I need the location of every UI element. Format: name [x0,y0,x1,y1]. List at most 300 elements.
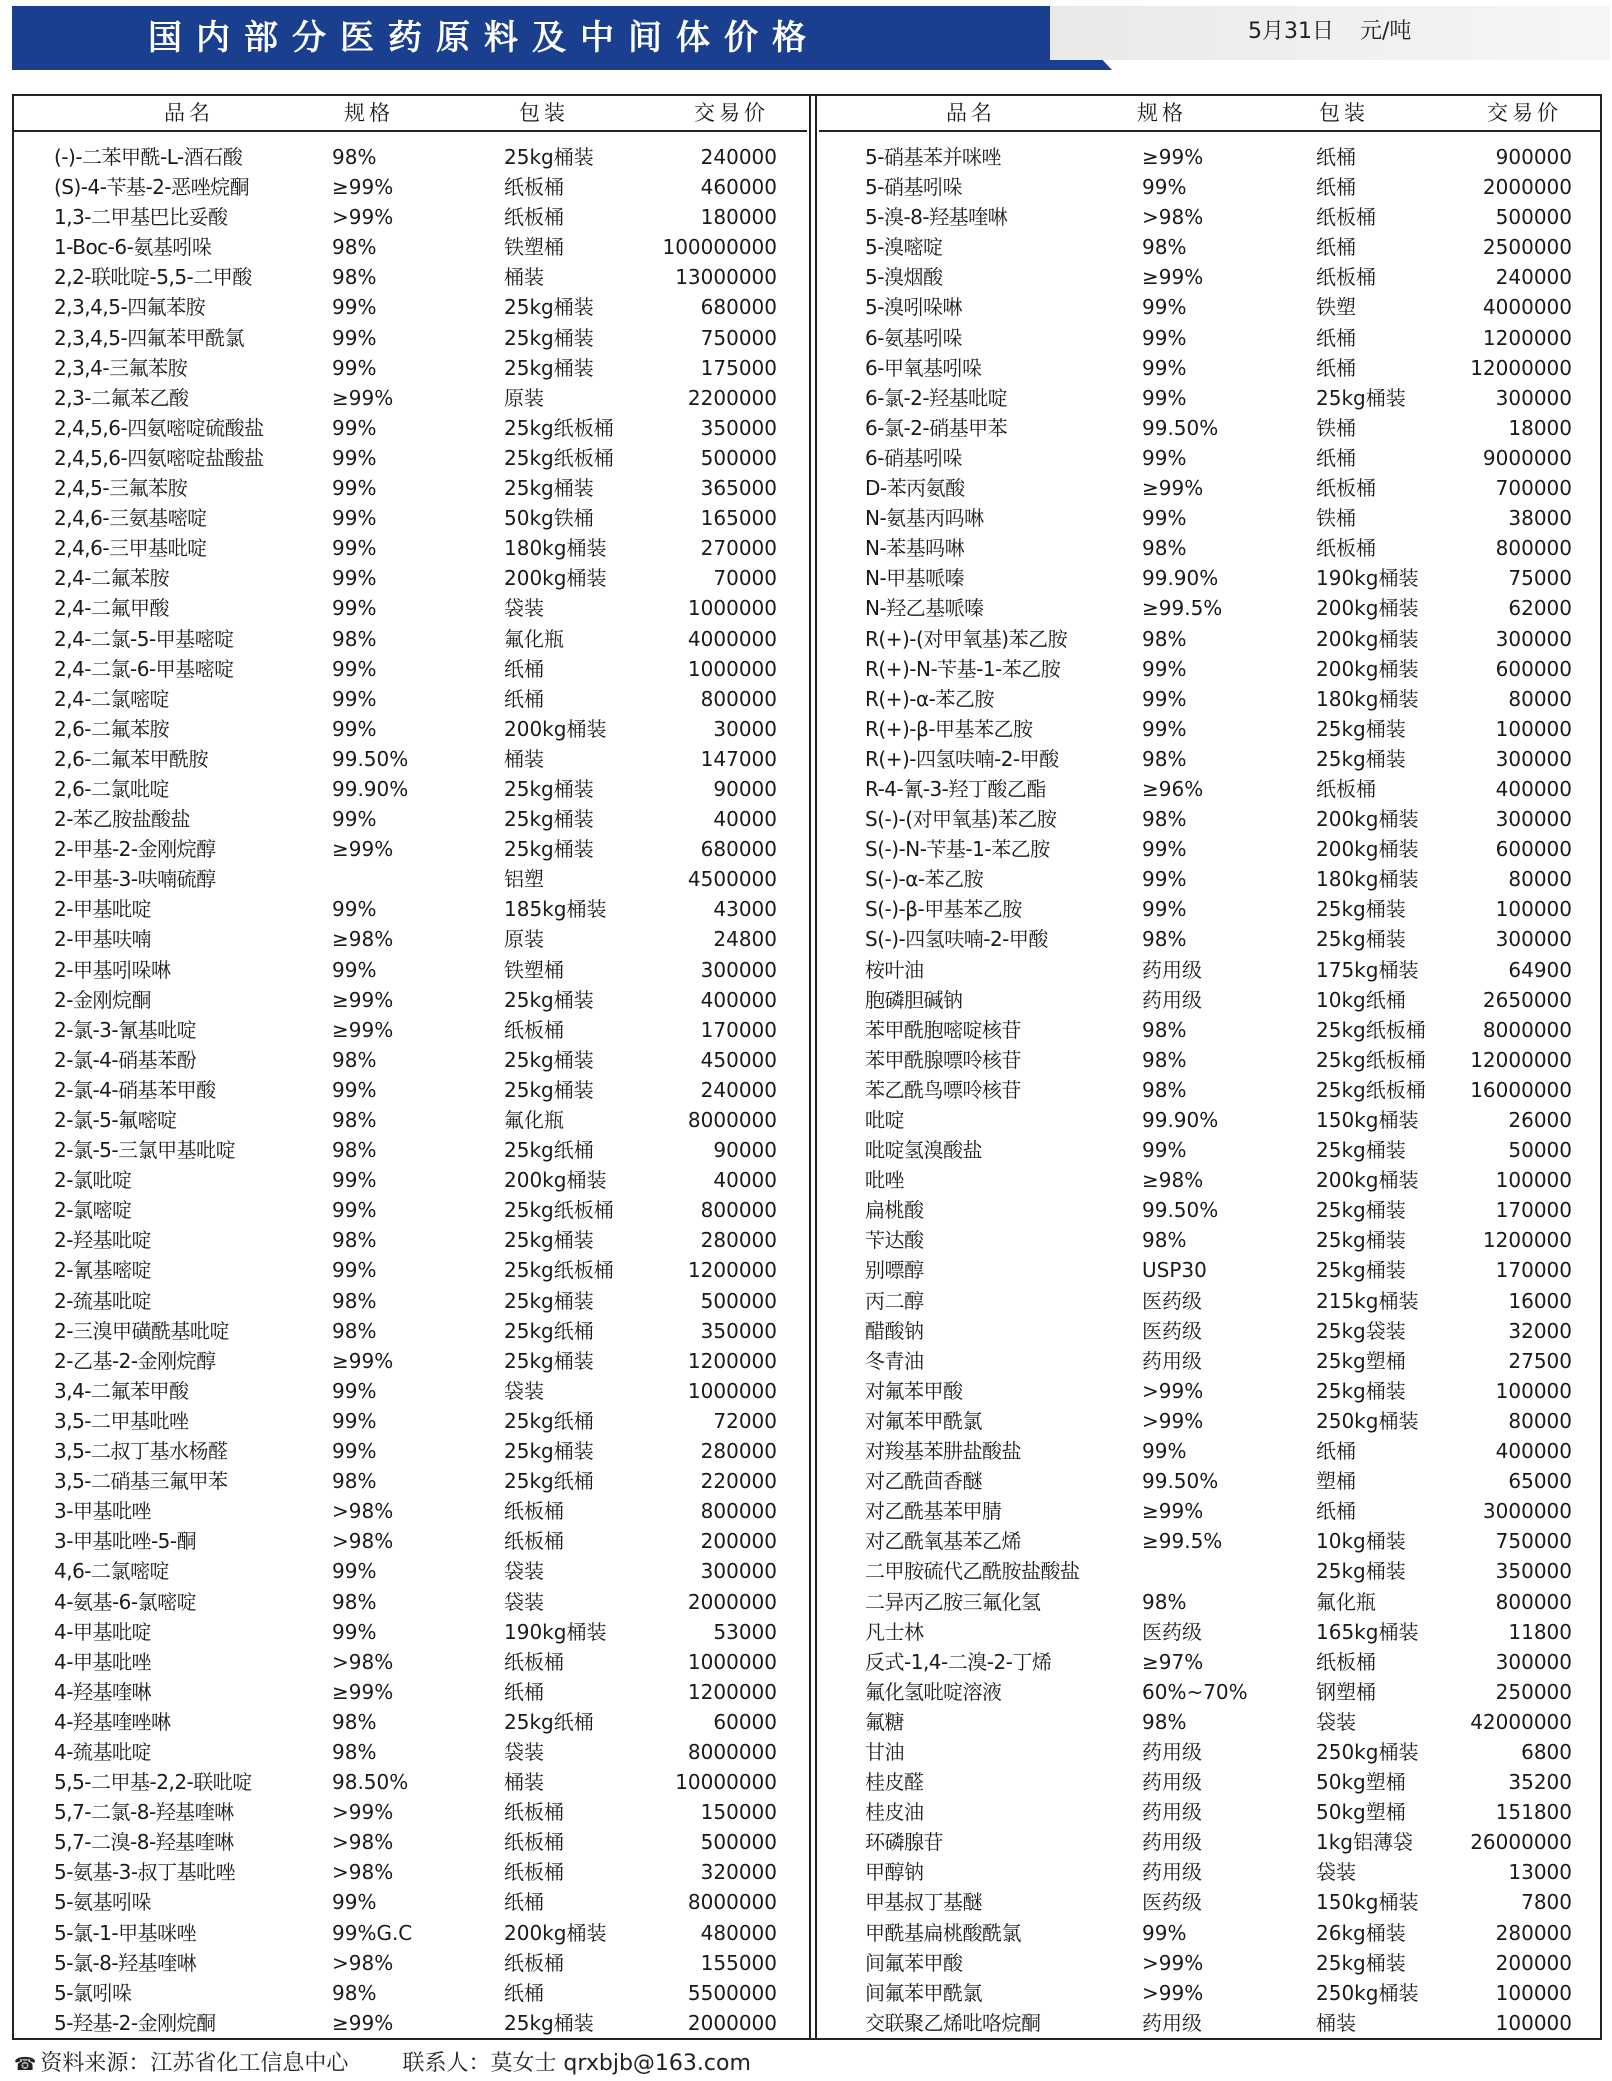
table-row [14,1556,807,1586]
product-pack: 50kg塑桶 [1316,1770,1406,1795]
product-pack: 纸桶 [504,1980,544,2005]
product-pack: 纸桶 [504,1679,544,1704]
product-name: 5-溴嘧啶 [865,235,943,260]
product-pack: 铁桶 [1316,506,1356,531]
product-name: 5-溴-8-羟基喹啉 [865,205,1008,230]
product-price: 2000000 [687,1589,777,1614]
product-pack: 250kg桶装 [1316,1739,1419,1764]
table-row [14,985,807,1015]
product-spec: ≥97% [1142,1649,1204,1674]
product-spec: 药用级 [1142,957,1202,982]
product-name: 桂皮醛 [865,1770,924,1795]
product-price: 8000000 [687,1739,777,1764]
product-price: 300000 [700,957,777,982]
product-name: S(-)-四氢呋喃-2-甲酸 [865,927,1048,952]
product-price: 13000000 [675,265,777,290]
product-price: 250000 [1495,1679,1572,1704]
product-pack: 25kg桶装 [504,476,594,501]
product-pack: 25kg袋装 [1316,1318,1406,1343]
product-spec: >99% [332,1800,394,1825]
product-price: 26000000 [1470,1830,1572,1855]
product-spec: ≥96% [1142,776,1204,801]
product-pack: 纸桶 [1316,325,1356,350]
product-pack: 纸板桶 [504,1860,564,1885]
product-spec: 98% [1142,235,1187,260]
date-unit [1248,14,1437,45]
product-name: 吡啶 [865,1108,904,1132]
product-name: 6-甲氧基吲哚 [865,355,982,380]
product-pack: 25kg桶装 [504,2010,594,2035]
product-spec: 98% [332,1318,377,1343]
product-spec: 药用级 [1142,1860,1202,1885]
unit-label: 元/吨 [1360,19,1412,44]
table-row [819,774,1600,804]
product-name: 氟糖 [865,1709,904,1734]
product-pack: 纸板桶 [1316,476,1376,501]
product-pack: 25kg桶装 [1316,927,1406,952]
product-name: 5,7-二溴-8-羟基喹啉 [54,1830,234,1855]
product-spec: 98% [1142,927,1187,952]
product-spec: >98% [332,1649,394,1674]
left-table-header [14,96,807,132]
product-name: 苯甲酰腺嘌呤核苷 [865,1047,1021,1072]
product-spec: 99% [332,1408,377,1433]
product-spec: 99% [332,686,377,711]
col-pack-header: 包装 [519,101,569,125]
product-spec: ≥99% [332,1348,394,1373]
table-row [819,202,1600,232]
product-pack: 铁塑桶 [504,235,564,260]
product-spec: 98% [1142,1077,1187,1102]
product-spec: 99% [332,476,377,501]
product-price: 800000 [700,1198,777,1223]
product-spec: 99% [332,1890,377,1915]
product-pack: 150kg桶装 [1316,1108,1419,1132]
product-name: 冬青油 [865,1348,924,1373]
table-row [819,323,1600,353]
table-row [14,834,807,864]
product-spec: 99% [1142,716,1187,741]
product-pack: 185kg桶装 [504,897,607,922]
product-pack: 纸板桶 [504,1499,564,1524]
table-row [819,473,1600,503]
product-name: 2-苯乙胺盐酸盐 [54,807,190,832]
product-price: 280000 [700,1228,777,1253]
product-pack: 25kg桶装 [1316,1258,1406,1283]
product-price: 100000 [1495,716,1572,741]
product-spec: 99% [332,295,377,320]
product-spec: 药用级 [1142,1800,1202,1825]
right-panel [819,96,1600,2038]
product-price: 350000 [1495,1559,1572,1584]
product-price: 750000 [1495,1529,1572,1554]
product-name: 苯甲酰胞嘧啶核苷 [865,1017,1021,1042]
product-spec: 99.90% [1142,1108,1219,1132]
product-spec: 98% [332,1589,377,1614]
product-spec: 药用级 [1142,987,1202,1012]
table-row [14,1075,807,1105]
table-row [14,654,807,684]
table-row [14,1436,807,1466]
product-price: 155000 [700,1950,777,1975]
table-row [14,955,807,985]
table-row [819,1617,1600,1647]
product-pack: 50kg铁桶 [504,506,594,531]
product-price: 280000 [700,1439,777,1464]
table-row [819,172,1600,202]
table-row [819,1466,1600,1496]
product-pack: 200kg桶装 [504,716,607,741]
product-name: 5-氯吲哚 [54,1980,132,2005]
product-name: 2,4-二氯-6-甲基嘧啶 [54,656,234,681]
product-pack: 25kg桶装 [1316,1378,1406,1403]
product-price: 700000 [1495,476,1572,501]
product-name: 5-溴烟酸 [865,265,943,290]
product-price: 40000 [713,807,777,832]
product-name: 扁桃酸 [865,1198,924,1223]
product-spec: 98% [332,145,377,169]
table-row [819,413,1600,443]
product-name: R-4-氰-3-羟丁酸乙酯 [865,776,1046,801]
product-name: 对羧基苯肼盐酸盐 [865,1439,1021,1464]
product-price: 16000 [1508,1288,1572,1313]
product-price: 24800 [713,927,777,952]
table-row [14,684,807,714]
product-pack: 25kg桶装 [504,1348,594,1373]
product-name: R(+)-N-苄基-1-苯乙胺 [865,656,1061,681]
product-name: 丙二醇 [865,1288,924,1313]
product-name: 2-羟基吡啶 [54,1228,151,1253]
product-spec: >98% [332,1950,394,1975]
product-price: 62000 [1508,596,1572,621]
product-name: N-氨基丙吗啉 [865,506,984,531]
product-price: 300000 [1495,385,1572,410]
table-row [819,1587,1600,1617]
product-price: 50000 [1508,1138,1572,1163]
product-name: 4-羟基喹啉 [54,1679,151,1704]
product-spec: 99% [1142,656,1187,681]
product-spec: 99% [332,957,377,982]
product-pack: 200kg桶装 [504,566,607,591]
product-name: 5,7-二氯-8-羟基喹啉 [54,1800,234,1825]
product-name: 间氟苯甲酰氯 [865,1980,982,2005]
product-name: 5-氨基吲哚 [54,1890,151,1915]
product-price: 90000 [713,1138,777,1163]
product-spec: 99% [332,807,377,832]
product-pack: 26kg桶装 [1316,1920,1406,1945]
product-pack: 袋装 [504,1589,544,1614]
product-pack: 纸桶 [504,686,544,711]
product-name: 4-巯基吡啶 [54,1739,151,1764]
product-spec: 98% [1142,746,1187,771]
table-row [819,1135,1600,1165]
product-price: 600000 [1495,656,1572,681]
product-name: 2,6-二氟苯甲酰胺 [54,746,209,771]
product-pack: 原装 [504,385,544,410]
product-spec: 99% [332,596,377,621]
product-price: 300000 [1495,927,1572,952]
table-row [819,533,1600,563]
product-price: 6800 [1521,1739,1572,1764]
table-row [819,443,1600,473]
product-price: 200000 [700,1529,777,1554]
product-spec: 98% [332,1980,377,2005]
table-row [14,1015,807,1045]
product-pack: 铁塑 [1316,295,1356,320]
product-name: 对乙酰氧基苯乙烯 [865,1529,1021,1554]
product-pack: 200kg桶装 [1316,656,1419,681]
product-pack: 25kg纸板桶 [504,1198,614,1223]
product-price: 43000 [713,897,777,922]
table-row [14,1767,807,1797]
product-price: 300000 [1495,807,1572,832]
product-price: 500000 [1495,205,1572,230]
product-pack: 200kg桶装 [1316,1168,1419,1193]
product-spec: 99% [1142,1138,1187,1163]
product-pack: 袋装 [1316,1709,1356,1734]
product-spec: 98% [332,1469,377,1494]
table-row [14,593,807,623]
table-row [819,1406,1600,1436]
product-spec: 99% [332,1439,377,1464]
product-name: 2,4-二氟苯胺 [54,566,170,591]
product-price: 8000000 [687,1890,777,1915]
product-price: 8000000 [687,1108,777,1132]
product-spec: >98% [332,1860,394,1885]
product-spec: 99% [1142,686,1187,711]
product-spec: 98% [1142,1589,1187,1614]
product-spec: 98% [332,1138,377,1163]
product-spec: 99% [332,1258,377,1283]
table-row [14,1255,807,1285]
product-price: 27500 [1508,1348,1572,1373]
product-name: 2,3,4,5-四氟苯胺 [54,295,206,320]
product-price: 800000 [1495,536,1572,561]
table-row [819,1075,1600,1105]
product-spec: 98% [332,626,377,651]
product-price: 170000 [700,1017,777,1042]
product-name: 桂皮油 [865,1800,924,1825]
footer-source: 资料来源：江苏省化工信息中心 [40,2051,349,2076]
col-name-header: 品名 [946,101,996,125]
product-price: 750000 [700,325,777,350]
product-spec: 药用级 [1142,2010,1202,2035]
table-row [14,1376,807,1406]
product-name: 4-甲基吡啶 [54,1619,151,1644]
product-name: 间氟苯甲酸 [865,1950,963,1975]
product-name: 甲基叔丁基醚 [865,1890,982,1915]
product-price: 365000 [700,476,777,501]
product-spec: 99% [332,325,377,350]
product-price: 165000 [700,506,777,531]
product-spec: 98% [332,1047,377,1072]
table-row [819,1918,1600,1948]
product-price: 480000 [700,1920,777,1945]
table-row [14,1617,807,1647]
product-name: 5-硝基吲哚 [865,175,962,200]
table-row [819,624,1600,654]
product-spec: 99% [332,656,377,681]
product-spec: 98% [332,1228,377,1253]
table-row [819,2008,1600,2038]
product-name: D-苯丙氨酸 [865,476,965,501]
product-price: 80000 [1508,686,1572,711]
table-row [14,1918,807,1948]
table-row [14,1466,807,1496]
product-spec: ≥99% [332,837,394,862]
table-row [819,232,1600,262]
date-label: 5月31日 [1248,19,1334,44]
product-pack: 纸桶 [1316,355,1356,380]
left-rows [14,132,807,2038]
table-row [819,894,1600,924]
product-price: 500000 [700,445,777,470]
product-name: S(-)-α-苯乙胺 [865,867,984,892]
product-price: 1200000 [687,1348,777,1373]
product-price: 175000 [700,355,777,380]
product-name: 5-氯-1-甲基咪唑 [54,1920,197,1945]
table-row [819,1015,1600,1045]
product-pack: 25kg桶装 [504,1077,594,1102]
product-price: 800000 [700,1499,777,1524]
product-pack: 200kg桶装 [1316,837,1419,862]
product-price: 1000000 [687,596,777,621]
product-price: 1000000 [687,656,777,681]
product-price: 80000 [1508,1408,1572,1433]
product-price: 53000 [713,1619,777,1644]
table-row [819,1496,1600,1526]
product-spec: 99% [1142,897,1187,922]
product-spec: 医药级 [1142,1890,1202,1915]
product-name: N-羟乙基哌嗪 [865,596,984,621]
table-row [14,1195,807,1225]
product-spec: ≥99% [332,987,394,1012]
product-pack: 200kg桶装 [504,1920,607,1945]
product-spec: 99% [332,1077,377,1102]
product-price: 170000 [1495,1198,1572,1223]
product-name: 3,4-二氟苯甲酸 [54,1378,189,1403]
table-row [819,1827,1600,1857]
product-price: 75000 [1508,566,1572,591]
product-name: N-苯基吗啉 [865,536,965,561]
product-price: 400000 [1495,1439,1572,1464]
product-pack: 25kg纸板桶 [504,1258,614,1283]
product-price: 300000 [700,1559,777,1584]
table-row [14,1797,807,1827]
product-price: 300000 [1495,626,1572,651]
product-price: 1000000 [687,1649,777,1674]
product-pack: 25kg纸板桶 [504,445,614,470]
product-name: 对氟苯甲酸 [865,1378,963,1403]
product-name: 3-甲基吡唑 [54,1499,151,1524]
product-pack: 袋装 [504,596,544,621]
product-pack: 200kg桶装 [504,1168,607,1193]
table-row [819,1647,1600,1677]
product-pack: 25kg桶装 [504,776,594,801]
col-pack-header: 包装 [1319,101,1369,125]
product-spec: 98% [332,265,377,290]
product-name: 3,5-二甲基吡唑 [54,1408,189,1433]
product-spec: 99% [1142,325,1187,350]
product-pack: 纸板桶 [504,1800,564,1825]
table-row [819,1707,1600,1737]
product-price: 100000000 [662,235,777,260]
product-name: 2-氯-4-硝基苯酚 [54,1047,197,1072]
table-row [14,383,807,413]
product-pack: 纸板桶 [504,1017,564,1042]
table-row [14,533,807,563]
product-pack: 纸桶 [1316,445,1356,470]
product-price: 2000000 [1482,175,1572,200]
product-name: 甲酰基扁桃酸酰氯 [865,1920,1021,1945]
product-pack: 1kg铝薄袋 [1316,1830,1414,1855]
product-spec: 99.50% [1142,415,1219,440]
table-row [819,1887,1600,1917]
product-pack: 25kg桶装 [1316,1138,1406,1163]
product-price: 30000 [713,716,777,741]
product-spec: 99% [1142,1439,1187,1464]
product-pack: 氟化瓶 [504,1108,564,1132]
product-spec: 99% [332,355,377,380]
product-spec: 98% [332,1739,377,1764]
product-spec: 99% [1142,355,1187,380]
table-row [14,774,807,804]
product-pack: 25kg桶装 [1316,897,1406,922]
phone-icon: ☎ [14,2054,37,2075]
product-pack: 180kg桶装 [504,536,607,561]
product-name: 6-氯-2-羟基吡啶 [865,385,1008,410]
product-name: (S)-4-苄基-2-恶唑烷酮 [54,175,250,200]
table-row [14,1647,807,1677]
product-price: 2200000 [687,385,777,410]
product-pack: 10kg桶装 [1316,1529,1406,1554]
table-row [14,202,807,232]
product-name: 4,6-二氯嘧啶 [54,1559,170,1584]
product-name: 二甲胺硫代乙酰胺盐酸盐 [865,1559,1080,1584]
product-price: 26000 [1508,1108,1572,1132]
table-row [819,834,1600,864]
product-name: 交联聚乙烯吡咯烷酮 [865,2010,1041,2035]
product-pack: 氟化瓶 [504,626,564,651]
table-row [819,1797,1600,1827]
product-price: 220000 [700,1469,777,1494]
table-row [14,1225,807,1255]
product-spec: 药用级 [1142,1739,1202,1764]
product-price: 40000 [713,1168,777,1193]
product-name: 环磷腺苷 [865,1830,943,1855]
product-spec: >98% [332,1830,394,1855]
product-price: 170000 [1495,1258,1572,1283]
table-row [14,1165,807,1195]
table-row [14,864,807,894]
product-spec: ≥98% [332,927,394,952]
table-row [819,1677,1600,1707]
product-spec: 99% [332,566,377,591]
product-name: 2-氯嘧啶 [54,1198,132,1223]
product-price: 7800 [1521,1890,1572,1915]
product-spec: 99% [332,506,377,531]
table-row [819,985,1600,1015]
product-name: 氟化氢吡啶溶液 [865,1679,1002,1704]
table-row [14,1135,807,1165]
product-pack: 袋装 [504,1378,544,1403]
table-row [14,894,807,924]
product-pack: 25kg桶装 [1316,385,1406,410]
product-spec: 99% [1142,837,1187,862]
product-spec: 99% [332,1619,377,1644]
product-spec: 98% [1142,626,1187,651]
table-row [14,1887,807,1917]
